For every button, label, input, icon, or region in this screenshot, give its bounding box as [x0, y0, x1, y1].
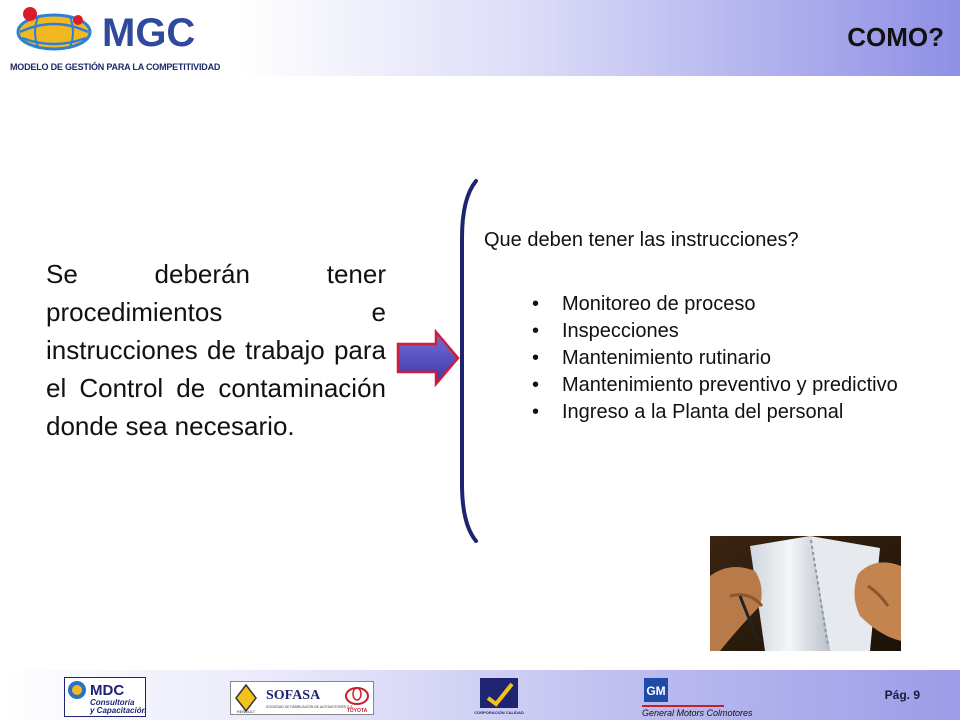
- corporacion-calidad-logo: [474, 678, 524, 716]
- gm-logo: [640, 676, 772, 718]
- manual-photo: [710, 536, 901, 651]
- logo-caption: MODELO DE GESTIÓN PARA LA COMPETITIVIDAD: [10, 62, 221, 72]
- svg-text:CORPORACIÓN CALIDAD: CORPORACIÓN CALIDAD: [474, 710, 524, 715]
- list-item: • Mantenimiento preventivo y predictivo: [532, 374, 898, 396]
- instructions-question: Que deben tener las instrucciones?: [484, 229, 799, 251]
- svg-text:MDC: MDC: [90, 682, 125, 699]
- page-title: COMO?: [847, 22, 944, 52]
- right-arrow-icon: [396, 330, 460, 386]
- svg-text:MGC: MGC: [102, 11, 196, 55]
- list-item: • Monitoreo de proceso: [532, 293, 756, 315]
- list-item: • Mantenimiento rutinario: [532, 347, 771, 369]
- mdc-logo: [64, 677, 146, 717]
- page-number: Pág. 9: [884, 688, 920, 702]
- svg-text:SOCIEDAD DE FABRICACIÓN DE AUT: SOCIEDAD DE FABRICACIÓN DE AUTOMOTORES S.A.: [266, 705, 354, 709]
- list-item: • Inspecciones: [532, 320, 679, 342]
- instructions-list: [532, 291, 920, 426]
- svg-text:TOYOTA: TOYOTA: [346, 708, 368, 714]
- svg-text:General Motors Colmotores: General Motors Colmotores: [642, 708, 753, 718]
- statement-text: Se deberán tener procedimientos e instrucciones de trabajo para el Control de contaminación donde sea necesario.: [46, 259, 386, 441]
- sofasa-logo: [230, 681, 374, 715]
- svg-text:RENAULT: RENAULT: [236, 709, 256, 714]
- svg-text:Consultoría: Consultoría: [90, 698, 135, 707]
- left-brace-icon: [452, 178, 482, 544]
- svg-text:SOFASA: SOFASA: [266, 688, 321, 703]
- list-item: • Ingreso a la Planta del personal: [532, 401, 844, 423]
- svg-text:GM: GM: [646, 684, 666, 698]
- svg-text:y Capacitación: y Capacitación: [90, 706, 147, 715]
